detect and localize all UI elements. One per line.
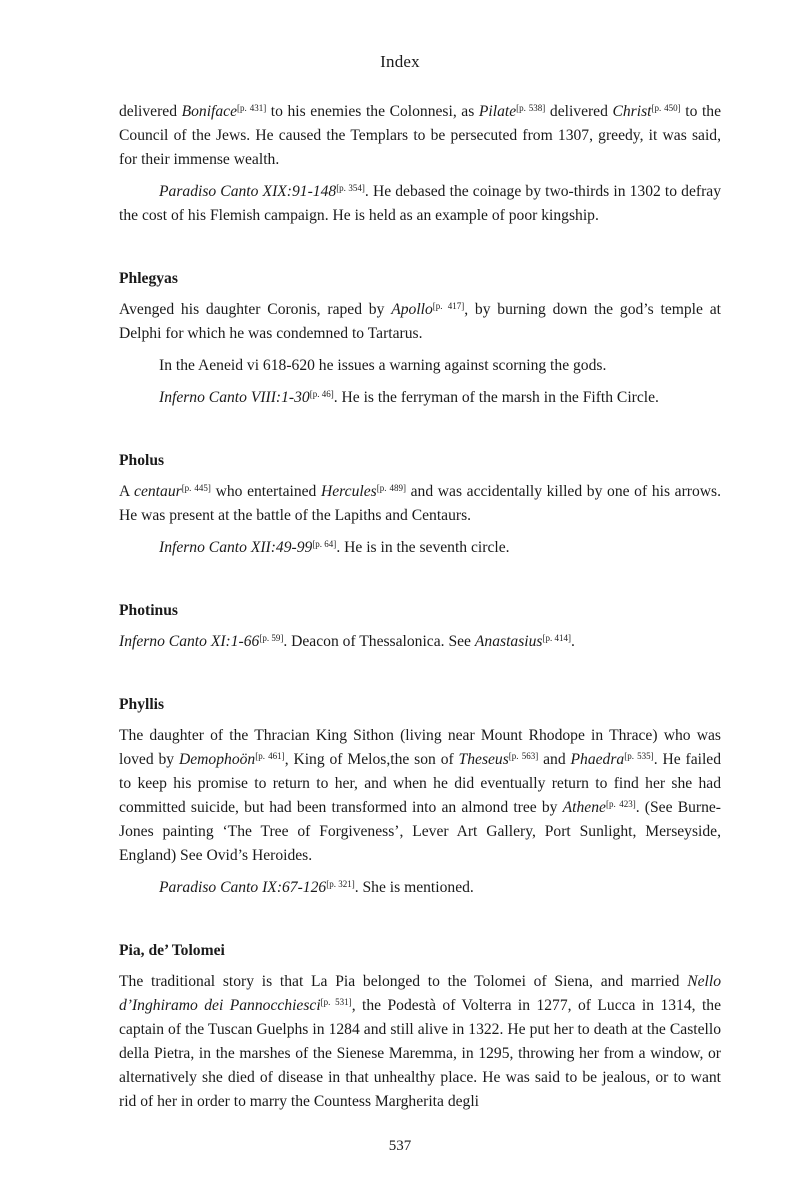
page-reference[interactable]: [p. 417] <box>432 301 465 311</box>
body-text: . He is the ferryman of the marsh in the Fifth Circle. <box>333 389 659 406</box>
page-reference[interactable]: [p. 321] <box>326 879 355 889</box>
index-entry <box>119 450 721 560</box>
body-text: , King of Melos,the son of <box>284 751 459 768</box>
entry-paragraph <box>119 630 721 654</box>
cross-reference-link[interactable]: Hercules <box>321 483 377 500</box>
page-reference[interactable]: [p. 531] <box>320 997 352 1007</box>
cross-reference-link[interactable]: Pilate <box>478 103 517 120</box>
body-text: . She is mentioned. <box>354 879 474 896</box>
body-text: . <box>570 633 575 650</box>
index-entry <box>119 100 721 228</box>
cross-reference-link[interactable]: Paradiso Canto IX:67-126 <box>159 879 327 896</box>
index-entry <box>119 694 721 900</box>
page-reference[interactable]: [p. 445] <box>181 483 211 493</box>
body-text: . Deacon of Thessalonica. See <box>283 633 475 650</box>
entry-paragraph <box>119 724 721 868</box>
page-reference[interactable]: [p. 423] <box>605 799 636 809</box>
index-entry <box>119 600 721 654</box>
cross-reference-link[interactable]: Paradiso Canto XIX:91-148 <box>159 183 337 200</box>
entry-heading: Pia, de’ Tolomei <box>119 942 225 959</box>
body-text: to the Council of the Jews. He caused the Templars to be persecuted from 1307, greedy, it was said, for their immense wealth. <box>119 103 722 168</box>
body-text: . He is in the seventh circle. <box>336 539 510 556</box>
index-content <box>119 100 721 1122</box>
entry-paragraph <box>119 180 721 228</box>
page-reference[interactable]: [p. 354] <box>336 183 365 193</box>
page-reference[interactable]: [p. 563] <box>508 751 539 761</box>
body-text: delivered <box>119 103 182 120</box>
body-text: . He failed to keep his promise to return to her, and when he did eventually return to find her she had committed suicide, but had been transformed into an almond tree by <box>119 751 721 816</box>
index-entry <box>119 940 721 1114</box>
entry-paragraph <box>119 480 721 528</box>
entry-heading: Phlegyas <box>119 270 178 287</box>
page-reference[interactable]: [p. 64] <box>312 539 337 549</box>
body-text: who entertained <box>210 483 321 500</box>
page-reference[interactable]: [p. 461] <box>255 751 285 761</box>
running-header: Index <box>380 52 420 71</box>
body-text: and was accidentally killed by one of his arrows. He was present at the battle of the Lapiths and Centaurs. <box>119 483 721 524</box>
entry-heading: Photinus <box>119 602 178 619</box>
entry-heading: Phyllis <box>119 696 165 713</box>
body-text: , by burning down the god’s temple at Delphi for which he was condemned to Tartarus. <box>119 301 721 342</box>
entry-paragraph <box>119 536 721 560</box>
page-reference[interactable]: [p. 59] <box>259 633 284 643</box>
cross-reference-link[interactable]: Inferno Canto XII:49-99 <box>159 539 313 556</box>
page-reference[interactable]: [p. 538] <box>516 103 546 113</box>
body-text: A <box>119 483 135 500</box>
page-reference[interactable]: [p. 431] <box>237 103 267 113</box>
body-text: and <box>538 751 571 768</box>
cross-reference-link[interactable]: Nello d’Inghiramo dei Pannocchiesci <box>119 973 721 1014</box>
cross-reference-link[interactable]: Boniface <box>181 103 238 120</box>
body-text: In the Aeneid vi 618-620 he issues a warning against scorning the gods. <box>159 357 607 374</box>
entry-paragraph <box>119 298 721 346</box>
entry-paragraph <box>119 100 721 172</box>
entry-paragraph <box>119 354 721 378</box>
cross-reference-link[interactable]: Inferno Canto VIII:1-30 <box>159 389 310 406</box>
page-reference[interactable]: [p. 414] <box>542 633 571 643</box>
entry-paragraph <box>119 970 721 1114</box>
entry-paragraph <box>119 386 721 410</box>
body-text: The daughter of the Thracian King Sithon (living near Mount Rhodope in Thrace) who was loved by <box>119 727 721 768</box>
entry-paragraph <box>119 876 721 900</box>
page-reference[interactable]: [p. 46] <box>309 389 334 399</box>
body-text: . (See Burne-Jones painting ‘The Tree of Forgiveness’, Lever Art Gallery, Port Sunlight, Merseyside, England) See Ovid’s Heroides. <box>119 799 721 864</box>
cross-reference-link[interactable]: Inferno Canto XI:1-66 <box>119 633 260 650</box>
cross-reference-link[interactable]: Anastasius <box>474 633 543 650</box>
page-reference[interactable]: [p. 450] <box>651 103 681 113</box>
cross-reference-link[interactable]: Athene <box>562 799 606 816</box>
page-number: 537 <box>388 1138 412 1154</box>
cross-reference-link[interactable]: Phaedra <box>570 751 625 768</box>
cross-reference-link[interactable]: Apollo <box>391 301 433 318</box>
page-reference[interactable]: [p. 489] <box>376 483 406 493</box>
index-entry <box>119 268 721 410</box>
cross-reference-link[interactable]: Demophoön <box>178 751 256 768</box>
cross-reference-link[interactable]: Christ <box>612 103 652 120</box>
body-text: The traditional story is that La Pia belonged to the Tolomei of Siena, and married <box>119 973 688 990</box>
entry-heading: Pholus <box>119 452 165 469</box>
body-text: Avenged his daughter Coronis, raped by <box>119 301 392 318</box>
cross-reference-link[interactable]: centaur <box>134 483 182 500</box>
body-text: , the Podestà of Volterra in 1277, of Lucca in 1314, the captain of the Tuscan Guelphs in 1284 and still alive in 1322. He put her to death at the Castello della Pietra, in the marshes of the Sienese Maremma, in 1295, throwing her from a window, or alternatively she died of disease in that unhealthy place. He was said to be jealous, or to want rid of her in order to marry the Countess Margherita degli <box>119 997 722 1110</box>
cross-reference-link[interactable]: Theseus <box>458 751 509 768</box>
body-text: . He debased the coinage by two-thirds in 1302 to defray the cost of his Flemish campaign. He is held as an example of poor kingship. <box>119 183 722 224</box>
body-text: delivered <box>545 103 613 120</box>
page-reference[interactable]: [p. 535] <box>624 751 654 761</box>
body-text: to his enemies the Colonnesi, as <box>266 103 479 120</box>
